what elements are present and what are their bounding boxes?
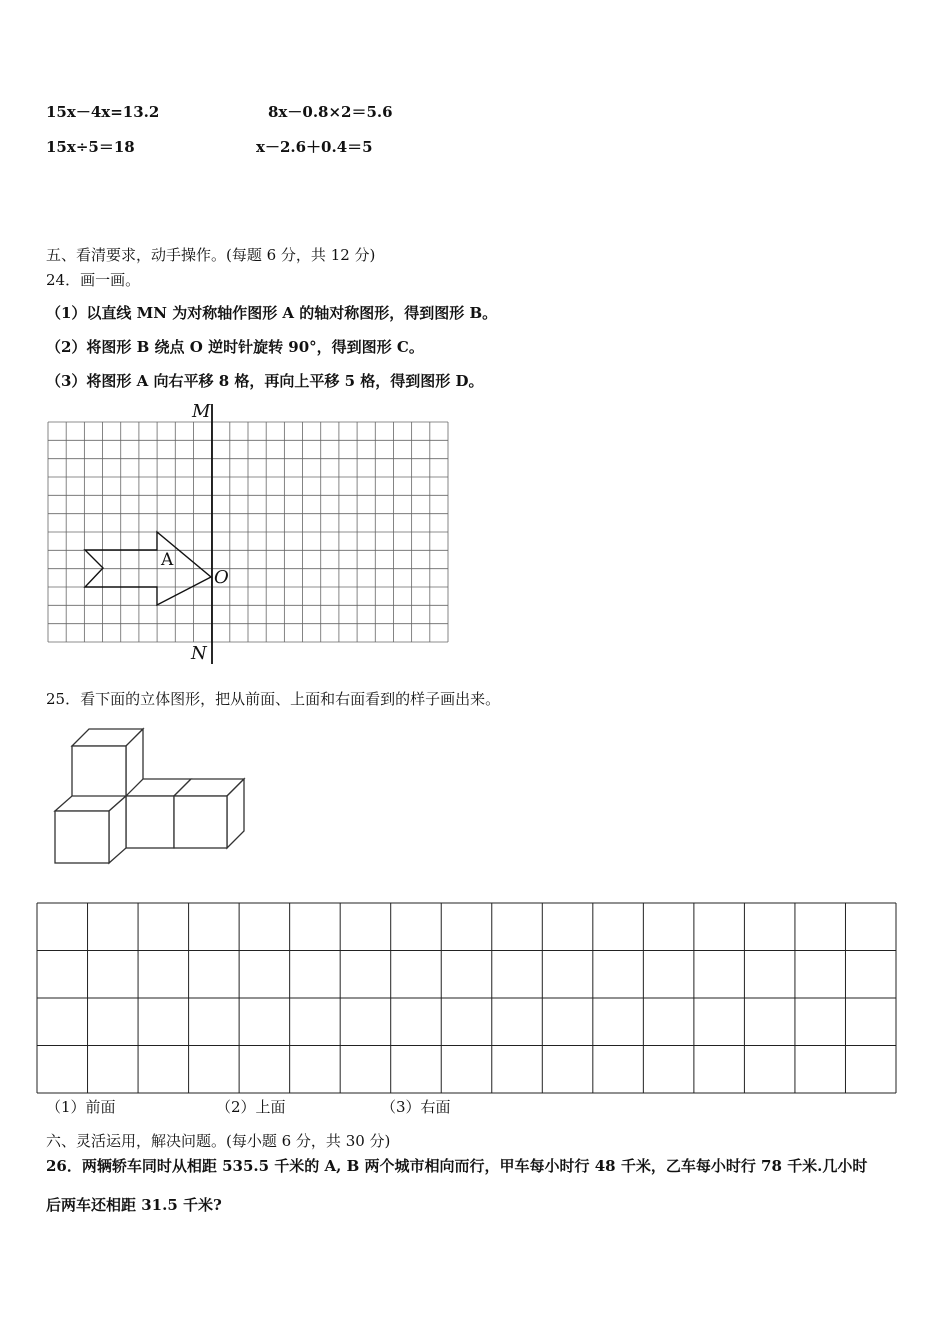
question-24-title: 24．画一画。	[46, 271, 141, 289]
label-m: M	[192, 401, 211, 422]
question-24-step-1: （1）以直线 MN 为对称轴作图形 A 的轴对称图形，得到图形 B。	[46, 304, 498, 322]
question-24-step-3: （3）将图形 A 向右平移 8 格，再向上平移 5 格，得到图形 D。	[46, 372, 484, 390]
equation-1: 15x－4x=13.2	[46, 103, 160, 121]
question-26-line-1: 26．两辆轿车同时从相距 535.5 千米的 A, B 两个城市相向而行，甲车每小时行 48 千米，乙车每小时行 78 千米.几小时	[46, 1157, 868, 1175]
label-o: O	[214, 567, 229, 588]
equation-3: 15x÷5＝18	[46, 138, 135, 156]
question-26-line-2: 后两车还相距 31.5 千米?	[46, 1196, 222, 1214]
label-n: N	[191, 643, 207, 664]
view-label-top: （2）上面	[216, 1098, 286, 1116]
equation-2: 8x－0.8×2＝5.6	[268, 103, 393, 121]
section-6-heading: 六、灵活运用，解决问题。(每小题 6 分，共 30 分)	[46, 1132, 391, 1150]
label-a: A	[161, 550, 174, 570]
view-label-front: （1）前面	[46, 1098, 116, 1116]
equation-4: x－2.6＋0.4＝5	[256, 138, 373, 156]
section-5-heading: 五、看清要求，动手操作。(每题 6 分，共 12 分)	[46, 246, 376, 264]
question-25-title: 25．看下面的立体图形，把从前面、上面和右面看到的样子画出来。	[46, 690, 501, 708]
view-label-right: （3）右面	[381, 1098, 451, 1116]
question-24-step-2: （2）将图形 B 绕点 O 逆时针旋转 90°，得到图形 C。	[46, 338, 424, 356]
